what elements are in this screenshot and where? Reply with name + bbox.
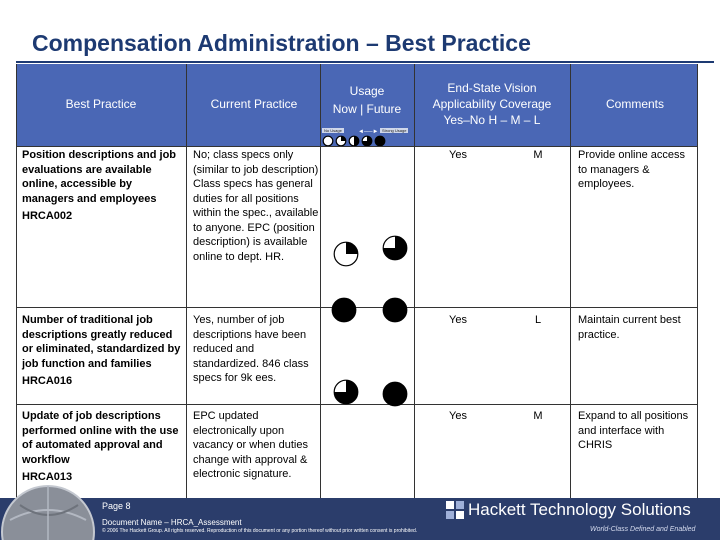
column-divider — [186, 64, 187, 498]
table-border-right — [697, 64, 698, 498]
best-practice-cell — [22, 148, 182, 224]
header-end-state — [414, 80, 570, 128]
practice-code: HRCA002 — [22, 210, 73, 222]
header-end-state-columns: Applicability Coverage — [432, 97, 552, 111]
copyright-notice: © 2006 The Hackett Group. All rights reserved. Reproduction of this document or any portion thereof without prior written consent is prohibited. — [102, 528, 418, 534]
header-usage — [322, 83, 412, 117]
title-underline — [16, 61, 714, 63]
legend-no-usage-label: No Usage — [324, 128, 342, 133]
best-practice-text: Position descriptions and job evaluations are available online, accessible by managers and employees — [22, 149, 177, 205]
best-practice-cell — [22, 313, 182, 389]
legend-strong-usage-label: Strong Usage — [382, 128, 407, 133]
header-end-state-title: End-State Vision — [447, 81, 537, 95]
row-divider — [16, 146, 698, 147]
document-name: Document Name – HRCA_Assessment — [102, 518, 242, 527]
column-divider — [570, 64, 571, 498]
slide-title: Compensation Administration – Best Practice — [32, 30, 531, 56]
usage-now-harvey-ball — [333, 379, 359, 405]
page-number: Page 8 — [102, 501, 131, 511]
legend-arrow-icon: ◄──► — [358, 129, 379, 135]
column-divider — [320, 64, 321, 498]
current-practice-cell: EPC updated electronically upon vacancy or when duties change with approval & electronic signature. — [193, 410, 308, 480]
usage-now-harvey-ball — [333, 241, 359, 267]
coverage-cell: M — [533, 410, 543, 422]
practice-code: HRCA013 — [22, 471, 73, 483]
usage-future-harvey-ball — [382, 297, 408, 323]
comments-cell: Expand to all positions and interface with CHRIS — [578, 410, 689, 451]
best-practice-text: Number of traditional job descriptions greatly reduced or eliminated, standardized by job function and families — [22, 314, 181, 370]
coverage-cell: M — [533, 149, 543, 161]
row-divider — [16, 307, 698, 308]
comments-cell: Maintain current best practice. — [578, 314, 681, 341]
header-current-practice: Current Practice — [210, 97, 298, 111]
globe-logo-icon — [0, 470, 100, 540]
coverage-cell: L — [534, 314, 542, 326]
brand-name: Hackett Technology Solutions — [468, 500, 691, 519]
current-practice-cell: No; class specs only (similar to job description) Class specs has general duties for all positions within the spec., available to anyone. EPC (position description) is available online to dept. HR. — [193, 149, 319, 263]
header-comments: Comments — [605, 97, 664, 111]
header-end-state-scale: Yes–No H – M – L — [443, 113, 541, 127]
header-usage-title: Usage — [349, 84, 385, 98]
applicability-cell: Yes — [449, 314, 467, 326]
practice-code: HRCA016 — [22, 375, 73, 387]
hackett-logo-icon — [446, 501, 464, 519]
applicability-cell: Yes — [449, 149, 467, 161]
comments-cell: Provide online access to managers & employees. — [578, 149, 686, 190]
column-divider — [414, 64, 415, 498]
usage-now-harvey-ball — [331, 297, 357, 323]
current-practice-cell: Yes, number of job descriptions have been reduced and standardized. 846 class specs for 9k ees. — [193, 314, 309, 384]
usage-future-harvey-ball — [382, 235, 408, 261]
brand-tagline: World-Class Defined and Enabled — [590, 526, 696, 533]
applicability-cell: Yes — [449, 410, 467, 422]
best-practice-text: Update of job descriptions performed online with the use of automated approval and workflow — [22, 410, 179, 466]
usage-future-harvey-ball — [382, 381, 408, 407]
header-best-practice: Best Practice — [65, 97, 137, 111]
table-border-left — [16, 64, 17, 498]
header-usage-subtitle: Now | Future — [332, 102, 402, 116]
